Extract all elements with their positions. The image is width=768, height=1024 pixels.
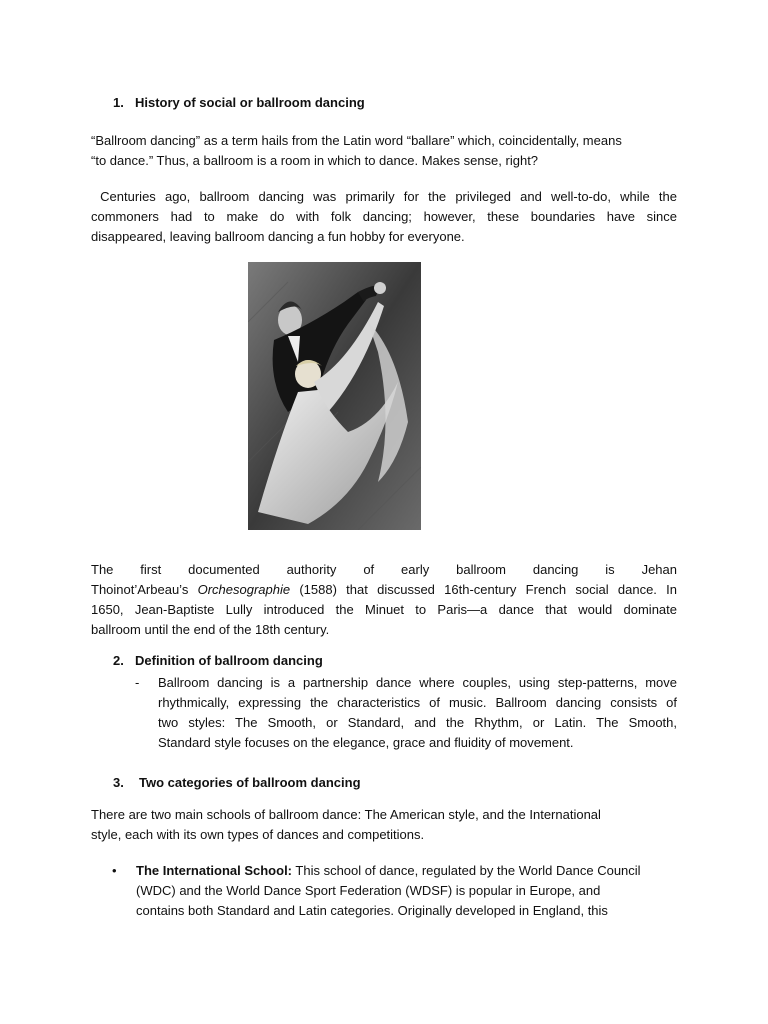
paragraph-line-rest: (1588) that discussed 16th-century French social dance. In	[290, 582, 677, 597]
author-name: Thoinot’Arbeau’s	[91, 582, 198, 597]
paragraph-ballroom-etymology	[91, 131, 677, 171]
book-title: Orchesographie	[197, 582, 291, 597]
dash-marker: -	[135, 675, 140, 690]
paragraph-line: “Ballroom dancing” as a term hails from the Latin word “ballare” which, coincidentally, means	[91, 133, 622, 148]
definition-text	[158, 673, 677, 753]
paragraph-line: The first documented authority of early ballroom dancing is Jehan	[91, 562, 677, 577]
section-3-title: Two categories of ballroom dancing	[139, 775, 361, 790]
paragraph-line: disappeared, leaving ballroom dancing a fun hobby for everyone.	[91, 229, 465, 244]
section-1-title: History of social or ballroom dancing	[135, 95, 365, 110]
paragraph-line: (WDC) and the World Dance Sport Federation (WDSF) is popular in Europe, and	[136, 883, 601, 898]
dancers-illustration-icon	[248, 262, 421, 530]
section-2-heading	[113, 651, 699, 671]
bullet-marker: •	[112, 863, 117, 878]
ballroom-dancers-photo	[248, 262, 421, 530]
paragraph-line: Centuries ago, ballroom dancing was primarily for the privileged and well-to-do, while the	[91, 189, 677, 204]
section-3-number: 3.	[113, 775, 124, 790]
paragraph-line: “to dance.” Thus, a ballroom is a room in which to dance. Makes sense, right?	[91, 153, 539, 168]
paragraph-line: There are two main schools of ballroom dance: The American style, and the International	[91, 807, 601, 822]
paragraph-line: Ballroom dancing is a partnership dance where couples, using step-patterns, move	[158, 675, 677, 690]
paragraph-line: style, each with its own types of dances and competitions.	[91, 827, 425, 842]
paragraph-first-authority	[91, 560, 677, 640]
paragraph-line: contains both Standard and Latin categories. Originally developed in England, this	[136, 903, 608, 918]
paragraph-line	[91, 580, 677, 600]
paragraph-line: rhythmically, expressing the characteristics of music. Ballroom dancing consists of	[158, 695, 677, 710]
section-2-title: Definition of ballroom dancing	[135, 653, 323, 668]
section-1-number: 1.	[113, 95, 124, 110]
paragraph-line: 1650, Jean-Baptiste Lully introduced the Minuet to Paris—a dance that would dominate	[91, 602, 677, 617]
paragraph-line-rest: This school of dance, regulated by the World Dance Council	[292, 863, 641, 878]
paragraph-line	[136, 861, 677, 881]
paragraph-line: commoners had to make do with folk dancing; however, these boundaries have since	[91, 209, 677, 224]
international-school-text	[136, 861, 677, 921]
section-1-heading	[113, 93, 699, 113]
section-3-heading	[113, 773, 699, 793]
international-school-label: The International School:	[136, 863, 293, 878]
section-2-number: 2.	[113, 653, 124, 668]
paragraph-line: two styles: The Smooth, or Standard, and the Rhythm, or Latin. The Smooth,	[158, 715, 677, 730]
paragraph-line: ballroom until the end of the 18th century.	[91, 622, 330, 637]
paragraph-two-schools	[91, 805, 677, 845]
paragraph-line: Standard style focuses on the elegance, grace and fluidity of movement.	[158, 735, 574, 750]
paragraph-centuries-ago	[91, 187, 677, 247]
